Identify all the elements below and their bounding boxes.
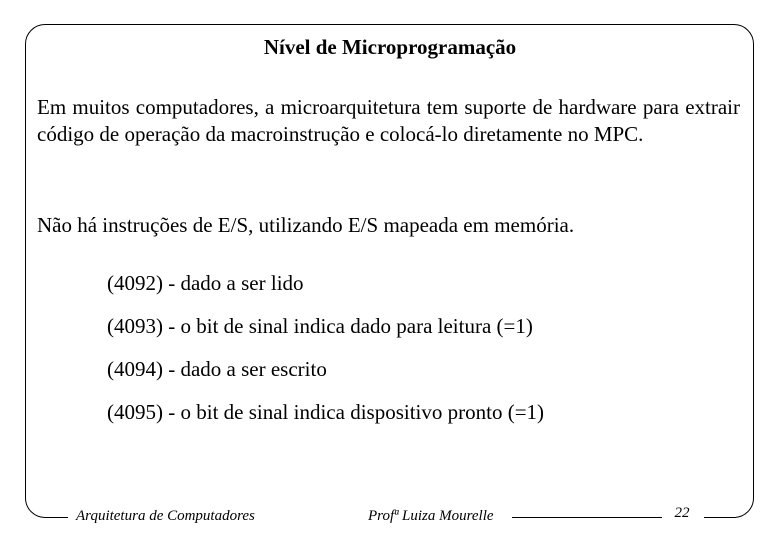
slide-title: Nível de Microprogramação <box>263 35 517 59</box>
footer-rule-left <box>44 517 68 518</box>
page-number: 22 <box>666 504 698 522</box>
io-address-4095: (4095) - o bit de sinal indica dispositivo pronto (=1) <box>107 400 545 424</box>
paragraph-memory-mapped-io: Não há instruções de E/S, utilizando E/S mapeada em memória. <box>37 213 575 237</box>
paragraph-microarchitecture-support: Em muitos computadores, a microarquitetura tem suporte de hardware para extrair código de operação da macroinstrução e colocá-lo diretamente no MPC. <box>37 95 740 146</box>
io-address-4092: (4092) - dado a ser lido <box>107 271 304 295</box>
io-address-4093: (4093) - o bit de sinal indica dado para leitura (=1) <box>107 314 533 338</box>
footer-rule-end <box>704 517 736 518</box>
io-address-4094: (4094) - dado a ser escrito <box>107 357 327 381</box>
footer-rule-right <box>512 517 662 518</box>
footer-course-name: Arquitetura de Computadores <box>76 508 255 524</box>
footer-author: Profª Luiza Mourelle <box>368 508 494 524</box>
